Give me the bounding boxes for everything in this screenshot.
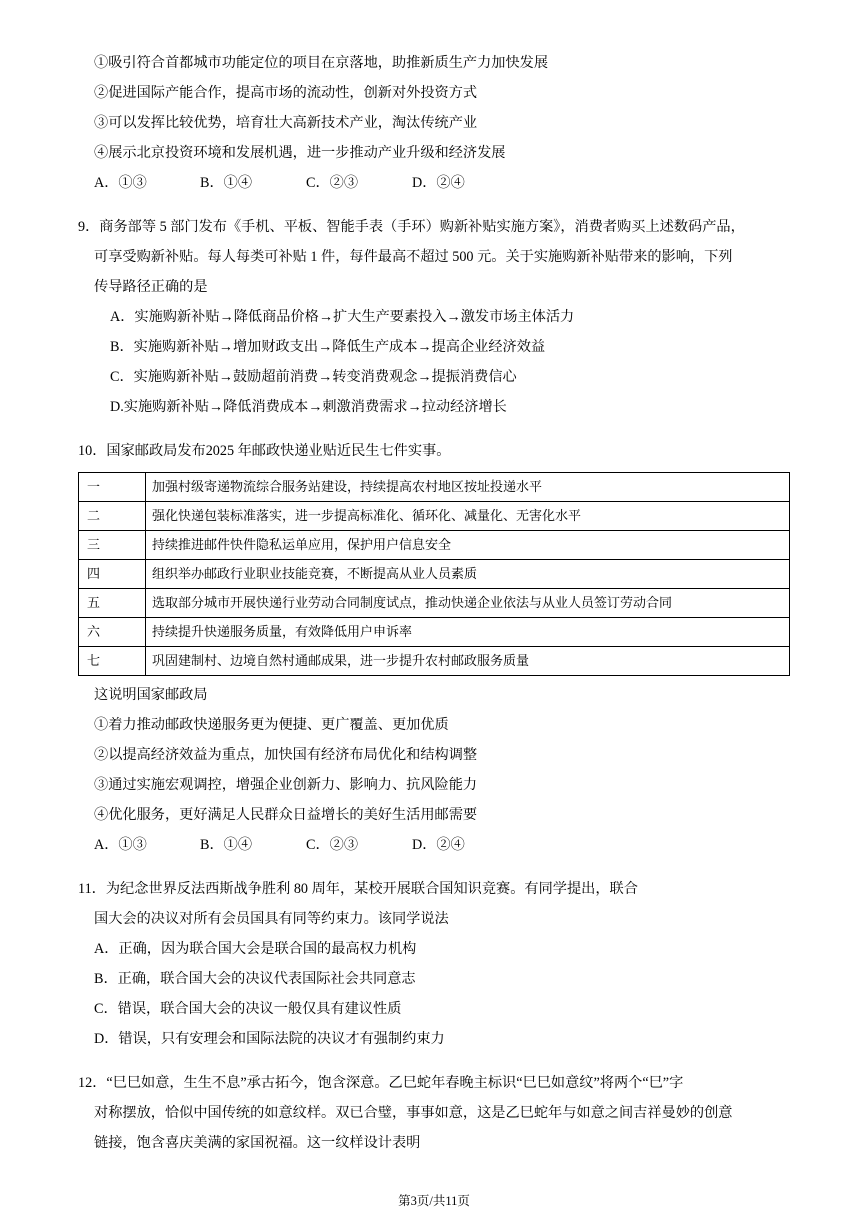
row-number: 六 [79,618,146,647]
q11-choice-a: A．正确，因为联合国大会是联合国的最高权力机构 [94,941,417,957]
q10-stem: 10．国家邮政局发布2025 年邮政快递业贴近民生七件实事。 [78,443,451,459]
row-number: 三 [79,531,146,560]
table-row [79,618,790,647]
row-number: 五 [79,589,146,618]
row-text: 选取部分城市开展快递行业劳动合同制度试点，推动快递企业依法与从业人员签订劳动合同 [146,589,790,618]
q9-choice-c: C．实施购新补贴→鼓励超前消费→转变消费观念→提振消费信心 [110,369,517,385]
question-9 [78,212,790,422]
question-12 [78,1068,790,1158]
row-text: 持续提升快递服务质量，有效降低用户申诉率 [146,618,790,647]
q9-stem-line-1: 9．商务部等 5 部门发布《手机、平板、智能手表（手环）购新补贴实施方案》，消费者购买上述数码产品， [78,219,745,235]
row-text: 组织举办邮政行业职业技能竞赛，不断提高从业人员素质 [146,560,790,589]
q9-stem-line-3: 传导路径正确的是 [94,279,208,295]
q10-choice-a: A．①③ [94,837,147,853]
row-number: 一 [79,473,146,502]
q9-stem-line-2: 可享受购新补贴。每人每类可补贴 1 件，每件最高不超过 500 元。关于实施购新补贴带来的影响，下列 [94,249,733,265]
table-row [79,560,790,589]
q10-choice-c: C．②③ [306,837,359,853]
q10-statement-3: ③通过实施宏观调控，增强企业创新力、影响力、抗风险能力 [94,777,478,793]
q10-statement-1: ①着力推动邮政快递服务更为便捷、更广覆盖、更加优质 [94,717,449,733]
q8-choice-d: D．②④ [412,175,465,191]
q11-choice-b: B．正确，联合国大会的决议代表国际社会共同意志 [94,971,416,987]
q9-choice-a: A．实施购新补贴→降低商品价格→扩大生产要素投入→激发市场主体活力 [110,309,575,325]
q12-stem-line-3: 链接，饱含喜庆美满的家国祝福。这一纹样设计表明 [94,1135,421,1151]
q10-lead: 这说明国家邮政局 [94,687,208,703]
q10-statement-2: ②以提高经济效益为重点，加快国有经济布局优化和结构调整 [94,747,478,763]
q10-choice-d: D．②④ [412,837,465,853]
q8-statement-3: ③可以发挥比较优势，培育壮大高新技术产业，淘汰传统产业 [94,115,478,131]
table-row [79,502,790,531]
q8-statement-2: ②促进国际产能合作，提高市场的流动性，创新对外投资方式 [94,85,478,101]
q11-choice-c: C．错误，联合国大会的决议一般仅具有建议性质 [94,1001,402,1017]
row-number: 四 [79,560,146,589]
row-text: 加强村级寄递物流综合服务站建设，持续提高农村地区按址投递水平 [146,473,790,502]
table-row [79,531,790,560]
row-text: 强化快递包装标准落实，进一步提高标准化、循环化、减量化、无害化水平 [146,502,790,531]
page-footer: 第3页/共11页 [398,1194,470,1208]
row-number: 二 [79,502,146,531]
q10-choices [78,830,790,860]
q8-choice-c: C．②③ [306,175,359,191]
q8-choices [78,168,790,198]
q9-choice-d: D.实施购新补贴→降低消费成本→刺激消费需求→拉动经济增长 [110,399,507,415]
q10-statement-4: ④优化服务，更好满足人民群众日益增长的美好生活用邮需要 [94,807,478,823]
table-row [79,647,790,676]
question-10 [78,436,790,860]
q8-statement-1: ①吸引符合首都城市功能定位的项目在京落地，助推新质生产力加快发展 [94,55,549,71]
row-text: 巩固建制村、边境自然村通邮成果，进一步提升农村邮政服务质量 [146,647,790,676]
row-number: 七 [79,647,146,676]
q12-stem-line-1: 12．“巳巳如意，生生不息”承古拓今，饱含深意。乙巳蛇年春晚主标识“巳巳如意纹”将两个“巳”字 [78,1075,684,1091]
q11-stem-line-2: 国大会的决议对所有会员国具有同等约束力。该同学说法 [94,911,449,927]
q11-choice-d: D．错误，只有安理会和国际法院的决议才有强制约束力 [94,1031,445,1047]
q9-choice-b: B．实施购新补贴→增加财政支出→降低生产成本→提高企业经济效益 [110,339,546,355]
table-row [79,473,790,502]
q11-stem-line-1: 11．为纪念世界反法西斯战争胜利 80 周年，某校开展联合国知识竞赛。有同学提出，联合 [78,881,638,897]
row-text: 持续推进邮件快件隐私运单应用，保护用户信息安全 [146,531,790,560]
q12-stem-line-2: 对称摆放，恰似中国传统的如意纹样。双已合璧，事事如意，这是乙巳蛇年与如意之间吉祥曼妙的创意 [94,1105,733,1121]
question-11 [78,874,790,1054]
q10-choice-b: B．①④ [200,837,253,853]
q8-choice-b: B．①④ [200,175,253,191]
table-row [79,589,790,618]
q10-table [78,472,790,676]
q8-statement-4: ④展示北京投资环境和发展机遇，进一步推动产业升级和经济发展 [94,145,506,161]
q8-statements [78,48,790,198]
q8-choice-a: A．①③ [94,175,147,191]
